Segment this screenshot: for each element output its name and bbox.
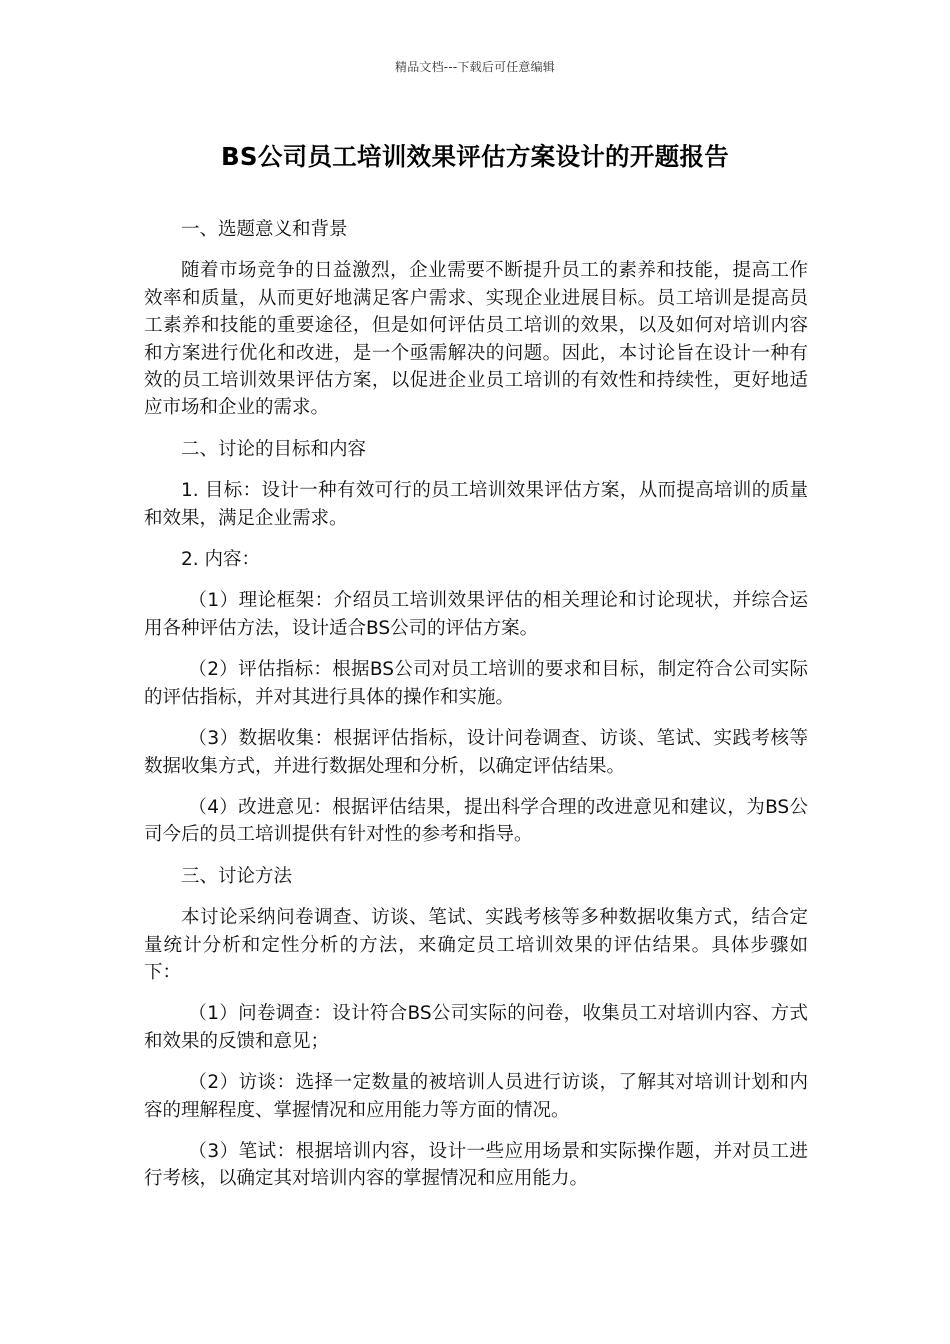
section2-content-label: 2. 内容： bbox=[181, 549, 261, 571]
section1-heading: 一、选题意义和背景 bbox=[181, 219, 348, 240]
section3-heading: 三、讨论方法 bbox=[181, 865, 293, 887]
section3-step-interview: （2）访谈：选择一定数量的被培训人员进行访谈，了解其对培训计划和内容的理解程度、掌握情况和应用能力等方面的情况。 bbox=[144, 1072, 808, 1121]
document-body bbox=[144, 216, 808, 1207]
section1-paragraph: 随着市场竞争的日益激烈，企业需要不断提升员工的素养和技能，提高工作效率和质量，从而更好地满足客户需求、实现企业进展目标。员工培训是提高员工素养和技能的重要途径，但是如何评估员工培训的效果，以及如何对培训内容和方案进行优化和改进，是一个亟需解决的问题。因此，本讨论旨在设计一种有效的员工培训效果评估方案，以促进企业员工培训的有效性和持续性，更好地适应市场和企业的需求。 bbox=[144, 260, 808, 419]
section3-step-questionnaire: （1）问卷调查：设计符合BS公司实际的问卷，收集员工对培训内容、方式和效果的反馈和意见； bbox=[144, 1003, 808, 1052]
section2-item-data-collection: （3）数据收集：根据评估指标，设计问卷调查、访谈、笔试、实践考核等数据收集方式，并进行数据处理和分析，以确定评估结果。 bbox=[144, 728, 808, 777]
section2-item-indicators: （2）评估指标：根据BS公司对员工培训的要求和目标，制定符合公司实际的评估指标，并对其进行具体的操作和实施。 bbox=[144, 659, 808, 708]
section3-paragraph: 本讨论采纳问卷调查、访谈、笔试、实践考核等多种数据收集方式，结合定量统计分析和定性分析的方法，来确定员工培训效果的评估结果。具体步骤如下： bbox=[144, 907, 808, 983]
section2-goal: 1. 目标：设计一种有效可行的员工培训效果评估方案，从而提高培训的质量和效果，满足企业需求。 bbox=[144, 480, 808, 529]
section2-item-improvement: （4）改进意见：根据评估结果，提出科学合理的改进意见和建议，为BS公司今后的员工培训提供有针对性的参考和指导。 bbox=[144, 796, 808, 846]
section3-step-written-test: （3）笔试：根据培训内容，设计一些应用场景和实际操作题，并对员工进行考核，以确定其对培训内容的掌握情况和应用能力。 bbox=[144, 1140, 808, 1190]
section2-item-theory: （1）理论框架：介绍员工培训效果评估的相关理论和讨论现状，并综合运用各种评估方法，设计适合BS公司的评估方案。 bbox=[144, 590, 808, 639]
document-title: BS公司员工培训效果评估方案设计的开题报告 bbox=[220, 142, 730, 171]
section2-heading: 二、讨论的目标和内容 bbox=[181, 438, 367, 460]
header-note: 精品文档---下载后可任意编辑 bbox=[395, 60, 555, 74]
